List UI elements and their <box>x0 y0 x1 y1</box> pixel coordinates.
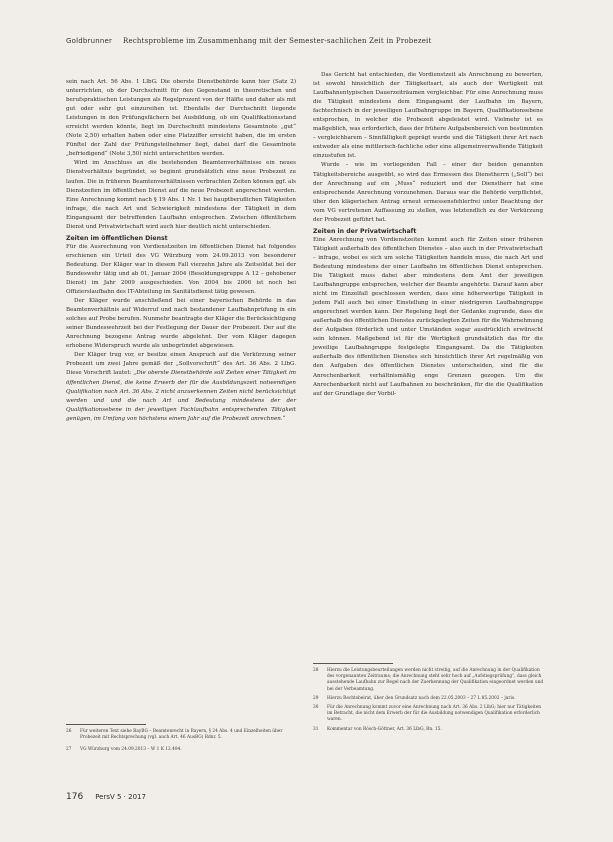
page-number: 176 <box>66 792 84 802</box>
journal-issue: PersV 5 · 2017 <box>95 793 146 801</box>
footnote-separator <box>66 724 146 725</box>
footnote-text: Hierzu die Leistungsbeurteilungen werden nicht streitig, auf die Anrechnung in der Qualifikation des vorgenannten Zeitraums; die Anrechnung steht sehr hoch auf „Aufstiegsprüfung“, dass gleich ausstehende Laufbahn zur Regel nach der Zuerkennung der Qualifikation eingeordnet werden und bei der Verbeamtung. <box>327 668 544 692</box>
page-footer <box>66 792 146 802</box>
footnote <box>313 668 545 693</box>
footnote-text: Für die Anrechnung kommt zuvor eine Anrechnung nach Art. 36 Abs. 2 LlbG; hier nur Tätigkeiten im Betracht, die nicht dem Erwerb der für die Ausbildung notwendigen Qualifikation erforderlich waren. <box>327 705 542 723</box>
footnote-text: VG Würzburg vom 24.09.2013 – W 1 K 12.494. <box>80 747 182 753</box>
footnote-text: Für weiteren Text siehe BayBG – Beamtenrecht in Bayern, § 24 Abs. 4 und Einzelheiten über Probezeit mit Rechtsprechung (vgl. auch Art. 46 AusBG) Rdnr. 5. <box>80 729 283 741</box>
paragraph: Wird im Anschluss an die bestehenden Beamtenverhältnisse ein neues Dienstverhältnis begründet, so beginnt grundsätzlich eine neue Probezeit zu laufen. Die in früheren Beamtenverhältnissen verbrachten Zeiten können ggf. als Dienstzeiten im öffentlichen Dienst auf die neue Probezeit angerechnet werden. Eine Anrechnung kommt nach § 19 Abs. 1 Nr. 1 bei hauptberuflichen Tätigkeiten infrage, die nach Art und Schwierigkeit mindestens der Tätigkeit in dem Eingangsamt der betreffenden Laufbahn entsprechen. Zwischen öffentlichem Dienst und Privatwirtschaft wird auch hier deutlich nicht unterschieden. <box>66 160 296 230</box>
footnote-text: Kommentar von Rösch-Göttner, Art. 36 LlbG, Rn. 15. <box>327 726 442 732</box>
footnote-number: 31 <box>313 726 319 732</box>
header-author: Goldbrunner <box>66 37 113 45</box>
section-heading: Zeiten in der Privatwirtschaft <box>313 227 417 235</box>
paragraph: Für die Ausrechnung von Vordienstzeiten im öffentlichen Dienst hat folgendes erschienen ein Urteil des VG Würzburg vom 24.09.2013 von besonderer Bedeutung. Der Kläger war in diesem Fall vierzehn Jahre als Zeitsoldat bei der Bundeswehr tätig und ab 01. Januar 2004 (Besoldungsgruppe A 12 – gehobener Dienst) im Jahr 2009 ausgeschieden. Von 2004 bis 2006 ist noch bei Offizierslaufbahn des IT-Abteilung im Sanitätsdienst tätig gewesen. <box>66 243 296 296</box>
footnote <box>313 705 545 724</box>
footnote <box>313 727 545 733</box>
paragraph-text: Der Kläger trug vor, er besitze einen Anspruch auf die Verkürzung seiner Probezeit um zwei Jahre gemäß der „Sollvorschrift“ des Art. 36 Abs. 2 LlbG. Diese Vorschrift lautet: <box>66 352 296 377</box>
footnote-number: 30 <box>313 705 319 711</box>
footnotes-right <box>313 668 545 733</box>
section-heading: Zeiten im öffentlichen Dienst <box>66 234 168 242</box>
paragraph: Das Gericht hat entschieden, die Vordienstzeit als Anrechnung zu bewerten, ist sowohl hinsichtlich der Tätigkeitsart, als auch der Wertigkeit mit Laufbahnentypischen Dauerzeiträumen vergleichbar. Für eine Anrechnung muss die Tätigkeit mindestens dem Eingangsamt der Laufbahn im Bayern, fachtechnisch in der jeweiligen Laufbahngruppe im Bayern, Qualifikationsebene entsprochen, in welcher die Probezeit abgeleistet wird. Vielmehr ist es maßgeblich, was erforderlich, dass der frühere Aufgabenbereich von bestimmten – vergleichbarem – Sinnfälligkeit geprägt wurde und die Tätigkeit ihrer Art nach entweder als eine mittlerisch-fachliche oder eine allgemeinverwaltende Tätigkeit einzustufen ist. <box>313 72 543 160</box>
paragraph: Der Kläger wurde anschließend bei einer bayerischen Behörde in das Beamtenverhältnis auf Widerruf und nach bestandener Laufbahnprüfung in ein solches auf Probe berufen. Nunmehr beantragte der Kläger die Berücksichtigung seiner Bundeswehrzeit bei der Festlegung der Dauer der Probezeit. Der auf die Anrechnung bezogene Antrag wurde abgelehnt. Der vom Kläger dagegen erhobene Widerspruch wurde als unbegründet abgewiesen. <box>66 298 296 350</box>
paragraph <box>66 351 296 423</box>
right-column <box>313 71 543 399</box>
left-column <box>66 78 296 424</box>
paragraph: Wurde – wie im vorliegenden Fall – einer der beiden genannten Tätigkeitsbereiche ausgeübt, so wird das Ermessen des Dienstherrn („Soll“) bei der Anrechnung auf ein „Muss“ reduziert und der Dienstherr hat eine entsprechende Anrechnung vorzunehmen. Daraus war die Behörde verpflichtet, über den klägerischen Antrag erneut ermessensfehlerfrei unter Beachtung der vom VG vertretenen Auffassung zu stellen, was letztendlich zu der Verkürzung der Probezeit geführt hat. <box>313 162 543 223</box>
footnote <box>66 747 298 753</box>
footnote-number: 26 <box>66 729 72 734</box>
quotation: „Die oberste Dienstbehörde soll Zeiten einer Tätigkeit im öffentlichen Dienst, die keine Erwerb der für die Ausbildungszeit notwendigen Qualifikation nach Art. 36 Abs. 2 nicht anzuerkennen Zeiten nicht berücksichtigt werden und und die nach Art und Bedeutung mindestens der der Qualifikationsebene in der jeweiligen Fachlaufbahn entsprechenden Tätigkeit genügen, im Umfang von höchstens einem Jahr auf die Probezeit anrechnen.“ <box>66 370 296 422</box>
footnote <box>313 696 545 702</box>
footnote-number: 27 <box>66 747 72 753</box>
footnote <box>66 729 298 741</box>
footnote-separator <box>313 663 393 664</box>
running-header <box>66 37 432 45</box>
footnotes-left <box>66 729 298 754</box>
footnote-number: 28 <box>313 668 319 673</box>
header-title: Rechtsprobleme im Zusammenhang mit der Semester-sachlichen Zeit in Probezeit <box>123 37 432 45</box>
footnote-text: Hierzu Rechtsbeirat, über den Grundsatz nach dem 22.05.2003 – 27 L 85.2002 – juris. <box>327 695 516 701</box>
footnote-number: 29 <box>313 695 319 701</box>
paragraph: Eine Anrechnung von Vordienstzeiten kommt auch für Zeiten einer früheren Tätigkeit außerhalb des öffentlichen Dienstes – also auch in der Privatwirtschaft – infrage, wobei es sich um solche Tätigkeiten handeln muss, die nach Art und Bedeutung mindestens der einer Laufbahn im öffentlichen Dienst entsprechen. Die Tätigkeit muss dabei aber mindestens dem Amt der jeweiligen Laufbahngruppe entsprechen, welcher der Beamte angehörte. Darauf kann aber nicht im Einzelfall geschlossen werden, dass eine höherwertige Tätigkeit in jedem Fall auch bei einer Einstellung in einer niedrigeren Laufbahngruppe angerechnet werden kann. Der Regelung liegt der Gedanke zugrunde, dass die außerhalb des öffentlichen Dienstes zurückgelegten Zeiten für die Wahrnehmung der Aufgaben förderlich und unter Umständen sogar ausdrücklich erwünscht sein können. Maßgebend ist für die Wertigkeit grundsätzlich das für die jeweilige Laufbahngruppe festgelegte Eingangsamt. Da die Tätigkeiten außerhalb des öffentlichen Dienstes sich hinsichtlich ihrer Art regelmäßig von den Aufgaben des öffentlichen Dienstes unterscheiden, sind für die Anrechenbarkeit verhältnismäßig enge Grenzen gezogen. Um die Anrechenbarkeit nicht auf Laufbahnen zu beschränken, für die die Qualifikation auf der Grundlage der Vorbil- <box>313 236 543 397</box>
paragraph: sein nach Art. 56 Abs. 1 LlbG. Die oberste Dienstbehörde kann hier (Satz 2) unterrichten, ob der Durchschnitt für den Gegenstand in theoretischen und berufspraktischen Leistungen als Regelprozent von der Hälfte und daher als mit gut oder sehr gut einzureihen ist. Ebenfalls der Durchschnitt liegende Leistungen in den Prüfungsfächern bei Ausbildung, ob ein Qualifikationsstand erreicht werden könnte, liegt im Durchschnitt mindestens Gesamtnote „gut“ (Note 2,50) erhalten haben oder eine Platzziffer erreicht haben, die im ersten Fünftel der Zahl der Prüfungsteilnehmer liegt, dabei darf die Gesamtnote „befriedigend“ (Note 3,50) nicht unterschritten werden. <box>66 79 296 158</box>
